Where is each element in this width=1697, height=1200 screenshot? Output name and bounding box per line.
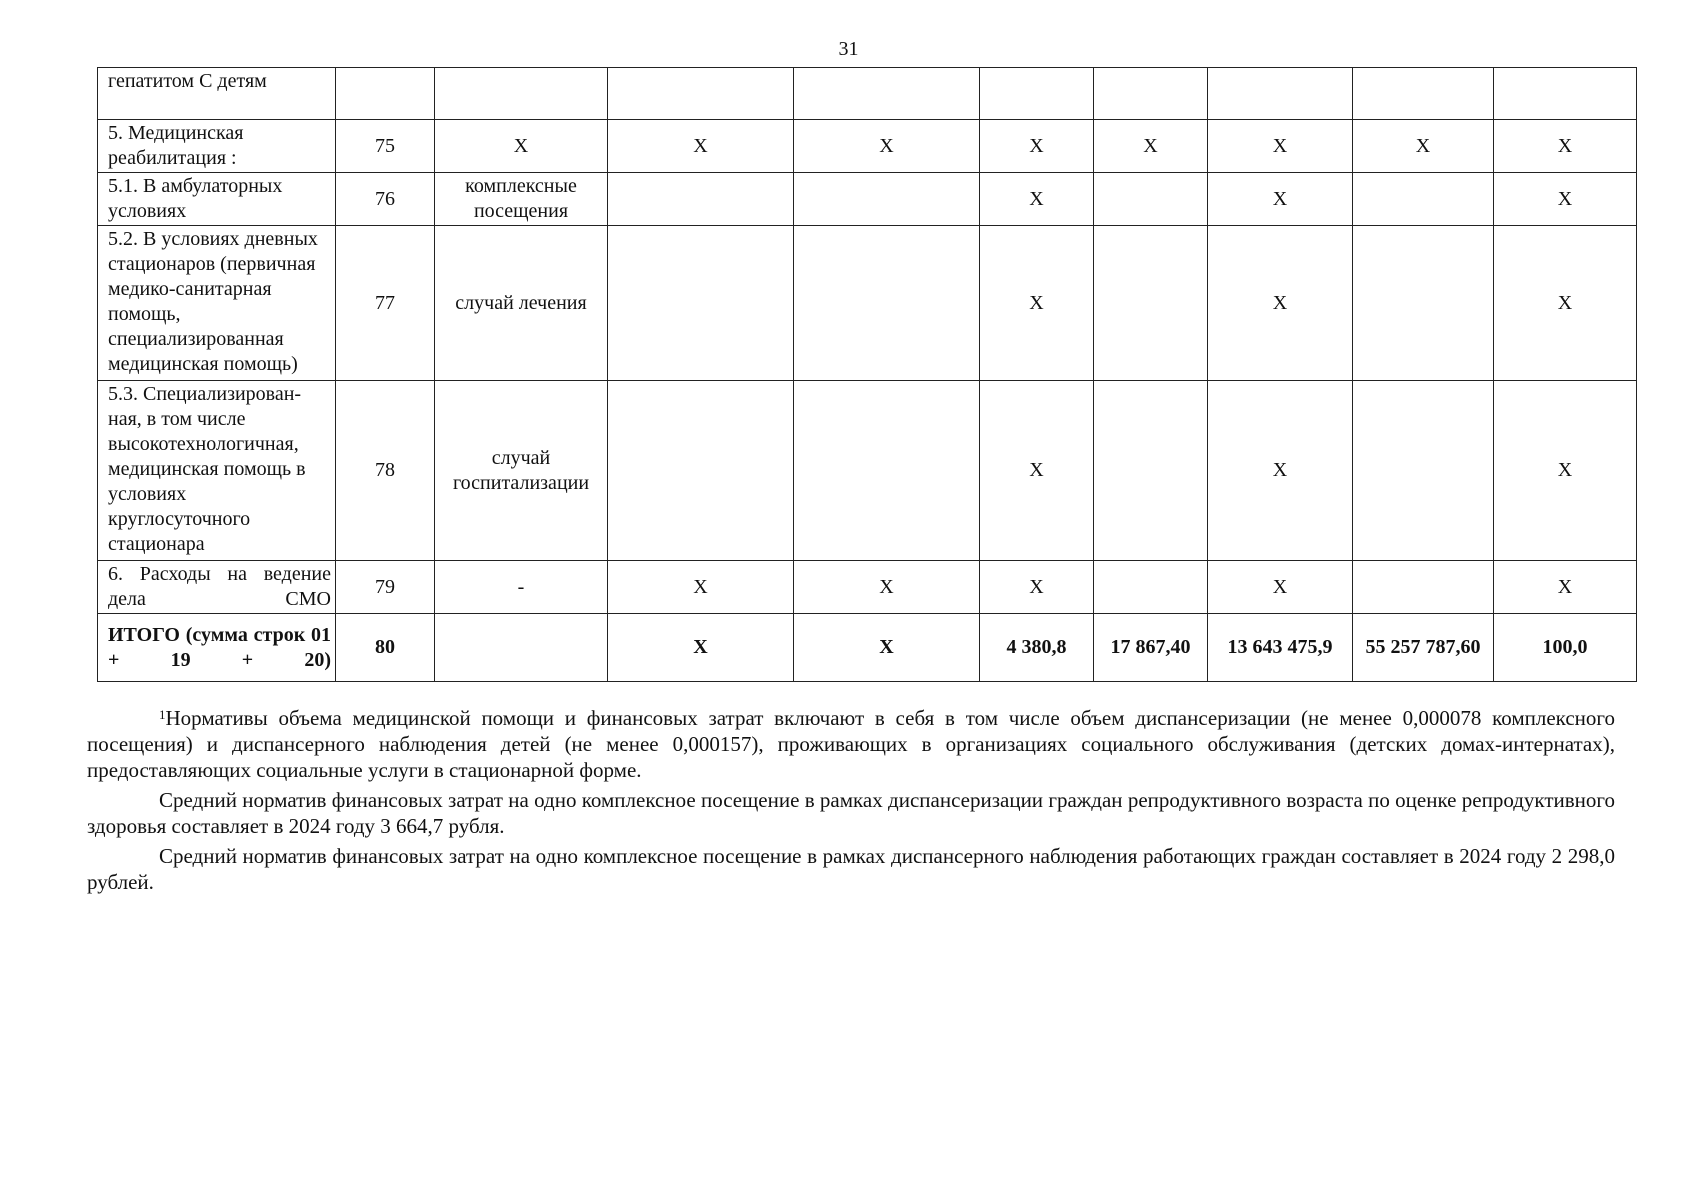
table-cell (608, 68, 794, 120)
unit-cell: случай лечения (435, 226, 608, 381)
table-cell: Х (1208, 561, 1353, 614)
table-cell (1094, 173, 1208, 226)
table-cell: Х (1494, 226, 1637, 381)
table-cell (1208, 68, 1353, 120)
table-cell (794, 68, 980, 120)
table-cell (1353, 561, 1494, 614)
row-label: 6. Расходы на ведение дела СМО (98, 561, 336, 614)
table-cell (1094, 68, 1208, 120)
row-label: ИТОГО (сумма строк 01 + 19 + 20) (98, 614, 336, 682)
row-number: 76 (336, 173, 435, 226)
row-number: 79 (336, 561, 435, 614)
total-row (98, 614, 1637, 682)
table-cell: Х (980, 173, 1094, 226)
table-row (98, 226, 1637, 381)
table-cell: 55 257 787,60 (1353, 614, 1494, 682)
row-label: 5. Медицинская реабилитация : (98, 120, 336, 173)
unit-cell: - (435, 561, 608, 614)
row-number: 77 (336, 226, 435, 381)
table-cell (1353, 173, 1494, 226)
unit-cell: случай госпитализации (435, 381, 608, 561)
unit-cell: Х (435, 120, 608, 173)
footnotes (87, 702, 1615, 899)
table-cell (794, 173, 980, 226)
footnote-text: Нормативы объема медицинской помощи и финансовых затрат включают в себя в том числе объем диспансеризации (не менее 0,000078 комплексного посещения) и диспансерного наблюдения детей (не менее 0,000157), проживающих в организациях социального обслуживания (детских домах-интернатах), предоставляющих социальные услуги в стационарной форме. (87, 706, 1615, 782)
table-cell: Х (1353, 120, 1494, 173)
table-cell: 4 380,8 (980, 614, 1094, 682)
row-number: 78 (336, 381, 435, 561)
data-table (97, 67, 1637, 682)
table-cell: Х (1208, 381, 1353, 561)
table-cell: Х (1208, 120, 1353, 173)
table-cell: Х (980, 561, 1094, 614)
footnote-1 (87, 702, 1615, 783)
table-cell: Х (1208, 173, 1353, 226)
table-cell (1094, 561, 1208, 614)
table-cell: Х (980, 381, 1094, 561)
table-cell: Х (1494, 561, 1637, 614)
table-cell: 13 643 475,9 (1208, 614, 1353, 682)
table-cell (1494, 68, 1637, 120)
table-cell: Х (980, 226, 1094, 381)
table-cell (1353, 381, 1494, 561)
table-cell: Х (794, 120, 980, 173)
table-cell: Х (794, 614, 980, 682)
table-row (98, 173, 1637, 226)
table-cell (608, 173, 794, 226)
row-number: 75 (336, 120, 435, 173)
row-label: 5.1. В амбулаторных условиях (98, 173, 336, 226)
unit-cell (435, 614, 608, 682)
table-cell: Х (608, 614, 794, 682)
paragraph-dispensary-norm: Средний норматив финансовых затрат на одно комплексное посещение в рамках диспансерного наблюдения работающих граждан составляет в 2024 году 2 298,0 рублей. (87, 844, 1615, 894)
page-number: 31 (838, 38, 859, 60)
unit-cell (435, 68, 608, 120)
table-cell: Х (1094, 120, 1208, 173)
paragraph-reproductive-norm: Средний норматив финансовых затрат на одно комплексное посещение в рамках диспансеризации граждан репродуктивного возраста по оценке репродуктивного здоровья составляет в 2024 году 3 664,7 рубля. (87, 788, 1615, 838)
table-cell (1094, 381, 1208, 561)
table-row (98, 561, 1637, 614)
row-label: гепатитом С детям (98, 68, 336, 120)
table-row (98, 120, 1637, 173)
table-row (98, 68, 1637, 120)
row-number (336, 68, 435, 120)
row-number: 80 (336, 614, 435, 682)
footnote-marker: 1 (159, 707, 166, 722)
table-cell: Х (1494, 381, 1637, 561)
table-cell (980, 68, 1094, 120)
table-cell: Х (1494, 173, 1637, 226)
row-label: 5.2. В условиях дневных стационаров (первичная медико-санитарная помощь, специализированная медицинская помощь) (98, 226, 336, 381)
unit-cell: комплексные посещения (435, 173, 608, 226)
table-cell (608, 226, 794, 381)
table-cell (608, 381, 794, 561)
table-cell: Х (1494, 120, 1637, 173)
table-cell: Х (1208, 226, 1353, 381)
table-cell (1353, 226, 1494, 381)
table-row (98, 381, 1637, 561)
row-label: 5.3. Специализирован-ная, в том числе высокотехнологичная, медицинская помощь в условиях круглосуточного стационара (98, 381, 336, 561)
table-cell: Х (980, 120, 1094, 173)
table-cell: 100,0 (1494, 614, 1637, 682)
table-cell (1094, 226, 1208, 381)
table-cell (794, 226, 980, 381)
table-cell: Х (794, 561, 980, 614)
table-cell (794, 381, 980, 561)
table-cell: 17 867,40 (1094, 614, 1208, 682)
table-cell: Х (608, 561, 794, 614)
table-cell: Х (608, 120, 794, 173)
table-cell (1353, 68, 1494, 120)
